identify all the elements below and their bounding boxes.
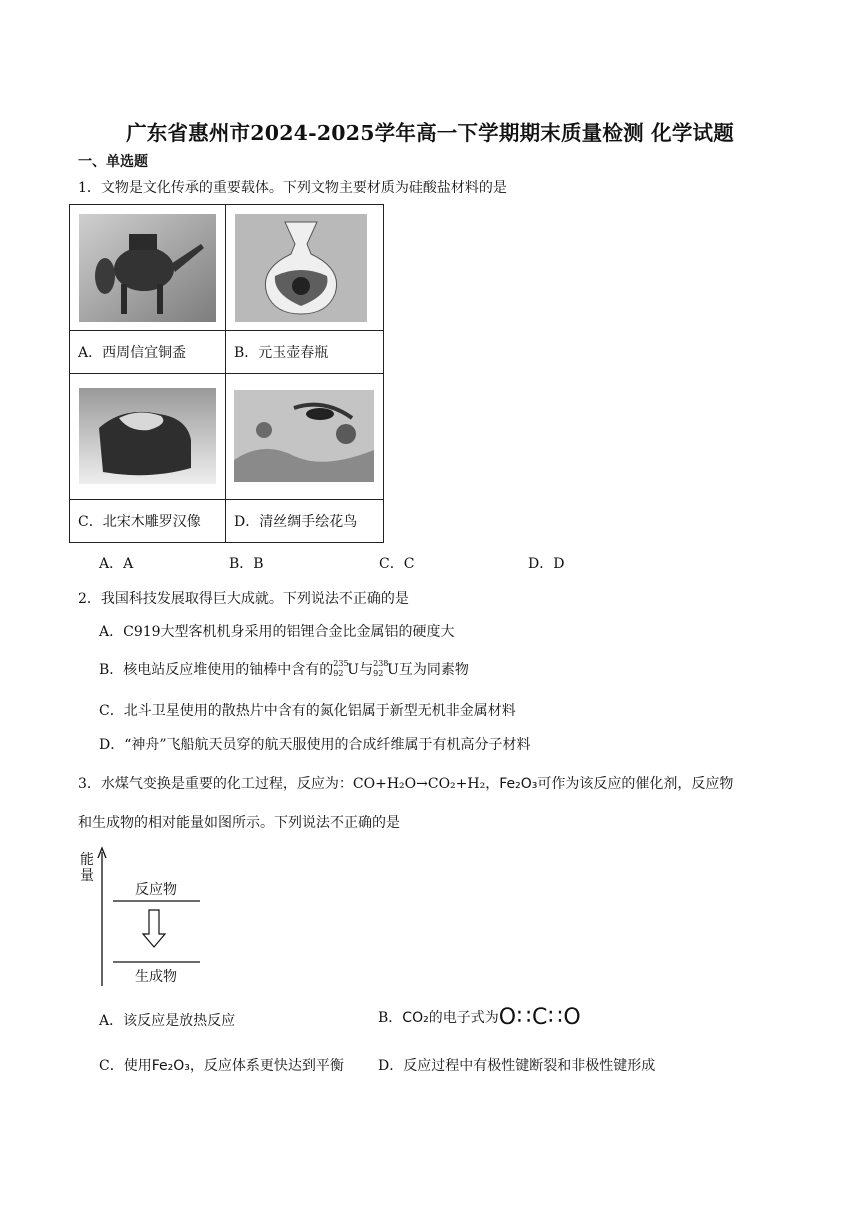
q1-choice-d[interactable]: D．D (528, 556, 565, 572)
isotope-2-indices: 238 92 (373, 659, 389, 678)
reactants-label: 反应物 (135, 882, 177, 898)
reaction-equation: CO+H₂O→CO₂+H₂ (352, 776, 486, 792)
q2-option-b-mid: 与 (359, 662, 374, 678)
axis-label-energy-1: 能 (80, 852, 94, 868)
q2-option-b[interactable] (99, 660, 469, 680)
isotope-1-symbol: U (347, 662, 360, 678)
q2-stem: 2．我国科技发展取得巨大成就。下列说法不正确的是 (78, 591, 409, 607)
wood-carving-image (79, 388, 216, 484)
artifact-b-label: B．元玉壶春瓶 (226, 331, 384, 374)
artifact-c-image-cell (70, 374, 226, 500)
artifact-c-label: C．北宋木雕罗汉像 (70, 500, 226, 543)
q1-stem: 1．文物是文化传承的重要载体。下列文物主要材质为硅酸盐材料的是 (78, 180, 507, 196)
bronze-vessel-image (79, 214, 216, 322)
q1-choice-b[interactable]: B．B (229, 556, 264, 572)
products-label: 生成物 (135, 969, 177, 985)
catalyst-formula: Fe₂O₃ (499, 776, 538, 792)
q2-option-d[interactable]: D．“神舟”飞船航天员穿的航天服使用的合成纤维属于有机高分子材料 (99, 737, 531, 753)
artifact-d-image-cell (226, 374, 384, 500)
co2-formula: CO₂ (402, 1010, 429, 1026)
page-title: 广东省惠州市2024-2025学年高一下学期期末质量检测 化学试题 (126, 121, 734, 145)
artifact-a-label: A．西周信宜铜盉 (70, 331, 226, 374)
section-heading: 一、单选题 (78, 154, 148, 170)
axis-label-energy-2: 量 (80, 868, 94, 884)
artifact-d-label: D．清丝绸手绘花鸟 (226, 500, 384, 543)
silk-painting-image (234, 390, 374, 482)
down-arrow-icon (143, 910, 165, 947)
q2-option-a[interactable]: A．C919大型客机机身采用的铝锂合金比金属铝的硬度大 (99, 624, 455, 640)
co2-electron-formula: O∷C∷O (498, 1005, 582, 1030)
q2-option-b-suffix: 互为同素物 (398, 662, 469, 678)
energy-diagram (76, 846, 216, 990)
artifact-b-image-cell (226, 205, 384, 331)
q3-option-c[interactable]: C．使用Fe₂O₃，反应体系更快达到平衡 (99, 1058, 344, 1074)
q1-choice-c[interactable]: C．C (379, 556, 415, 572)
isotope-2-symbol: U (387, 662, 399, 678)
q1-choice-a[interactable]: A．A (99, 556, 134, 572)
q2-option-b-prefix: B．核电站反应堆使用的铀棒中含有的 (99, 662, 334, 678)
q3-option-b[interactable]: B．CO₂的电子式为O∷C∷O (378, 1005, 582, 1030)
porcelain-vase-image (235, 214, 367, 322)
q2-option-c[interactable]: C．北斗卫星使用的散热片中含有的氮化铝属于新型无机非金属材料 (99, 703, 516, 719)
q3-option-d[interactable]: D．反应过程中有极性键断裂和非极性键形成 (378, 1058, 656, 1074)
q3-stem-line2: 和生成物的相对能量如图所示。下列说法不正确的是 (78, 815, 400, 831)
isotope-1-indices: 235 92 (333, 659, 349, 678)
q1-artifact-table (69, 204, 384, 543)
q3-stem-line1: 3．水煤气变换是重要的化工过程，反应为：CO+H₂O→CO₂+H₂，Fe₂O₃可作为该反应的催化剂，反应物 (78, 776, 734, 792)
artifact-a-image-cell (70, 205, 226, 331)
catalyst-formula-c: Fe₂O₃ (151, 1058, 190, 1074)
q3-option-a[interactable]: A．该反应是放热反应 (99, 1013, 236, 1029)
